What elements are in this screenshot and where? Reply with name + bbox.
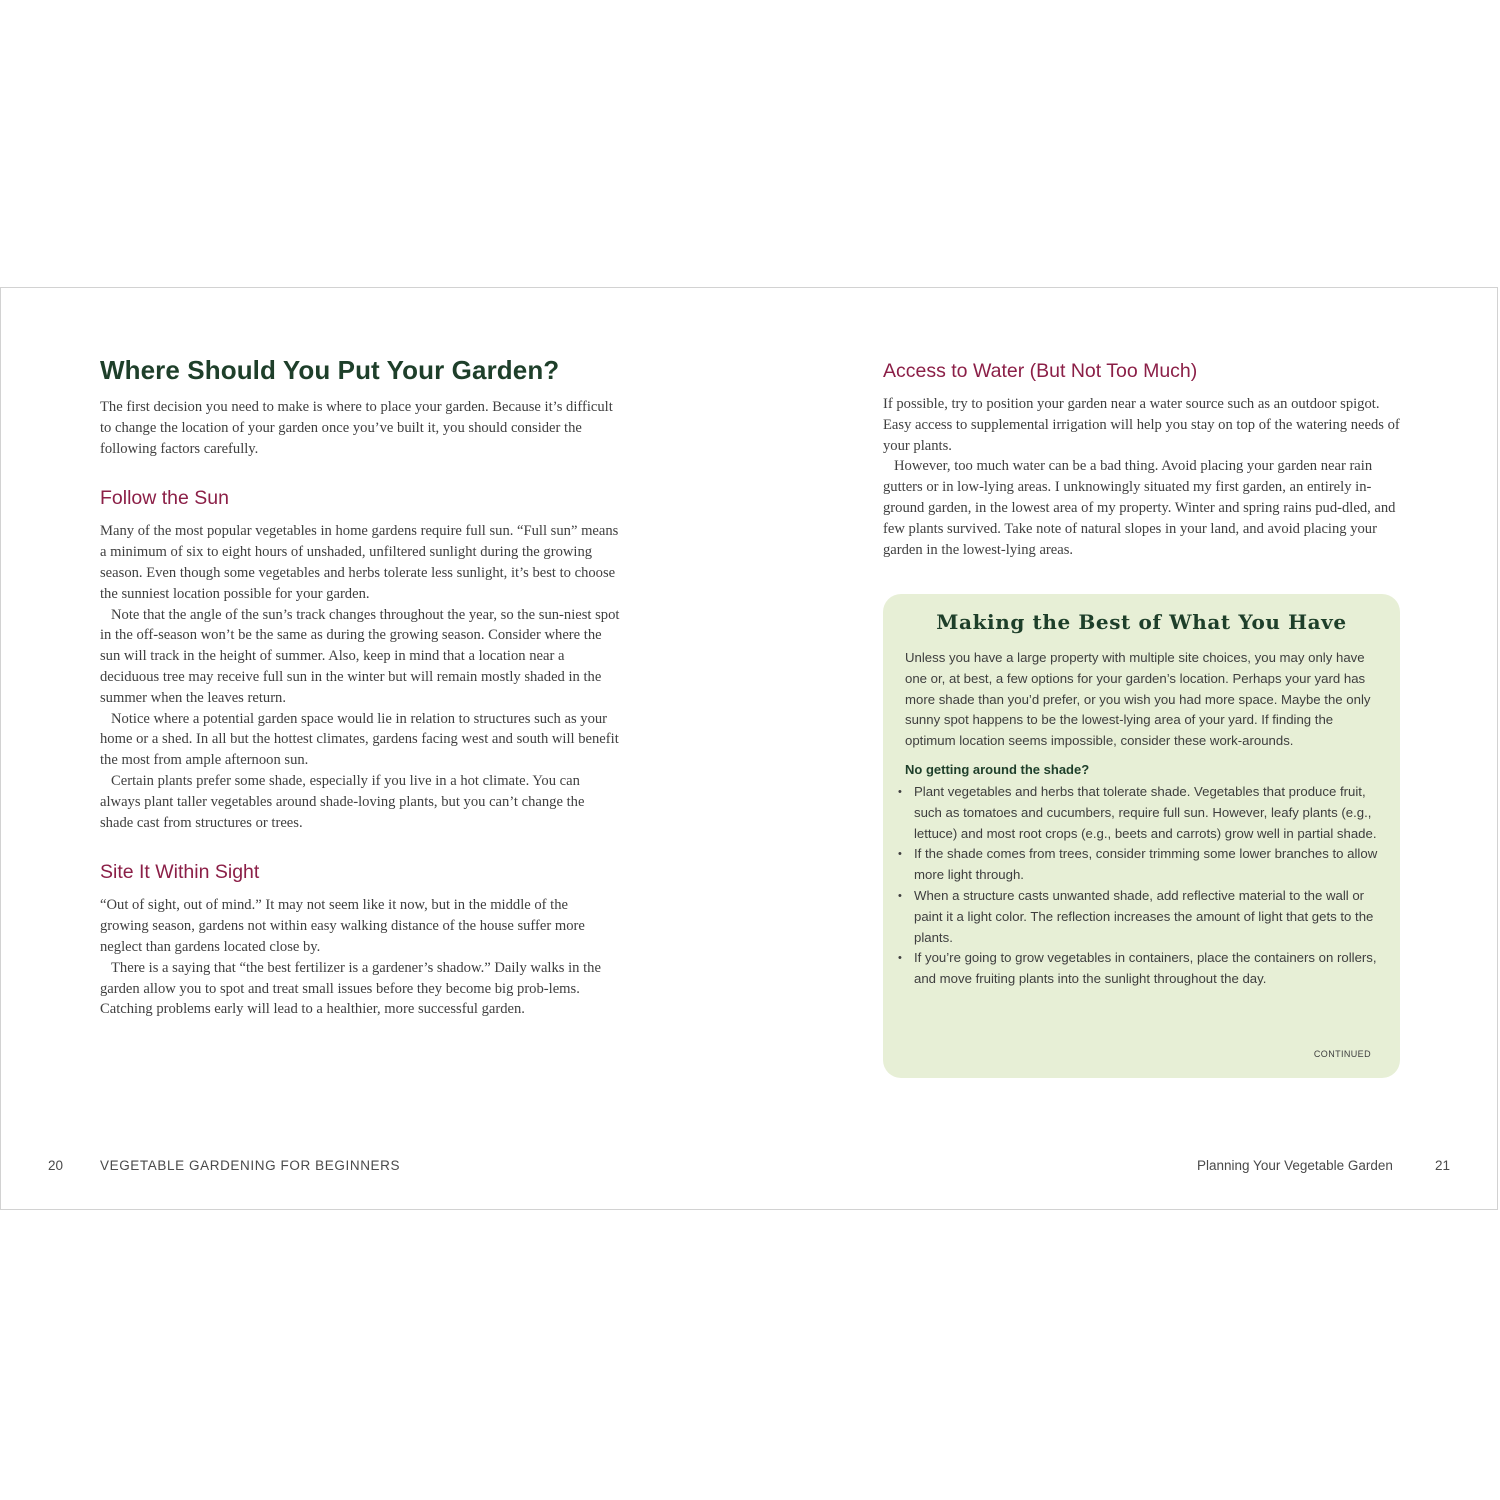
sidebar-subheading: No getting around the shade? bbox=[905, 761, 1090, 777]
list-item bbox=[898, 948, 1378, 990]
list-item-text: If you’re going to grow vegetables in containers, place the containers on rollers, and move fruiting plants into the sunlight throughout the day. bbox=[914, 950, 1377, 987]
continued-label: CONTINUED bbox=[1313, 1049, 1371, 1059]
list-item-text: If the shade comes from trees, consider trimming some lower branches to allow more light through. bbox=[914, 846, 1378, 883]
page-number-right: 21 bbox=[1435, 1158, 1451, 1173]
list-item bbox=[898, 886, 1378, 948]
sidebar-title: Making the Best of What You Have bbox=[936, 610, 1347, 634]
list-item-text: When a structure casts unwanted shade, add reflective material to the wall or paint it a light color. The reflection increases the amount of light that gets to the plants. bbox=[914, 887, 1374, 945]
page-title: Where Should You Put Your Garden? bbox=[100, 355, 560, 385]
body-paragraph: Many of the most popular vegetables in home gardens require full sun. “Full sun” means a minimum of six to eight hours of unshaded, unfiltered sunlight during the growing season. Even though some vegetables and herbs tolerate less sunlight, it’s best to choose the sunniest location possible for your garden. bbox=[100, 523, 619, 602]
sidebar-box bbox=[883, 594, 1400, 1078]
bullet-icon: • bbox=[898, 889, 902, 902]
list-item bbox=[898, 844, 1378, 886]
list-item bbox=[898, 782, 1378, 844]
intro-paragraph: The first decision you need to make is where to place your garden. Because it’s difficult to change the location of your garden once you’ve built it, you should consider the following factors carefully. bbox=[100, 399, 613, 457]
running-title-left: VEGETABLE GARDENING FOR BEGINNERS bbox=[100, 1158, 401, 1173]
book-spread bbox=[0, 287, 1498, 1210]
page-number-left: 20 bbox=[48, 1158, 64, 1173]
left-page bbox=[100, 352, 620, 1020]
body-paragraph: Note that the angle of the sun’s track changes throughout the year, so the sun-niest spot in the off-season won’t be the same as during the growing season. Consider where the sun will track in the height of summer. Also, keep in mind that a location near a deciduous tree may receive full sun in the winter but will remain mostly shaded in the summer when the leaves return. bbox=[100, 606, 620, 706]
body-paragraph: “Out of sight, out of mind.” It may not seem like it now, but in the middle of the growing season, gardens not within easy walking distance of the house suffer more neglect than gardens located close by. bbox=[100, 897, 585, 955]
body-paragraph: However, too much water can be a bad thing. Avoid placing your garden near rain gutters or in low-lying areas. I unknowingly situated my first garden, an entirely in-ground garden, in the lowest area of my property. Winter and spring rains pud-dled, and few plants survived. Take note of natural slopes in your land, and avoid placing your garden in the lowest-lying areas. bbox=[883, 458, 1396, 558]
list-item-text: Plant vegetables and herbs that tolerate shade. Vegetables that produce fruit, such as tomatoes and cucumbers, require full sun. However, leafy plants (e.g., lettuce) and most root crops (e.g., beets and carrots) grow well in partial shade. bbox=[914, 783, 1377, 841]
bullet-icon: • bbox=[898, 952, 902, 965]
sidebar-body: Unless you have a large property with multiple site choices, you may only have one or, at best, a few options for your garden’s location. Perhaps your yard has more shade than you’d prefer, or you wish you had more space. Maybe the only sunny spot happens to be the lowest-lying area of your yard. If finding the optimum location seems impossible, consider these work-arounds. bbox=[905, 650, 1371, 749]
section-heading-follow-the-sun: Follow the Sun bbox=[100, 487, 229, 510]
sidebar-bullet-list bbox=[898, 782, 1378, 990]
section-heading-access-to-water: Access to Water (But Not Too Much) bbox=[883, 360, 1198, 382]
body-paragraph: There is a saying that “the best fertilizer is a gardener’s shadow.” Daily walks in the garden allow you to spot and treat small issues before they become big prob-lems. Catching problems early will lead to a healthier, more successful garden. bbox=[100, 959, 601, 1018]
bullet-icon: • bbox=[898, 785, 902, 798]
body-paragraph: Notice where a potential garden space would lie in relation to structures such as your home or a shed. In all but the hottest climates, gardens facing west and south will benefit the most from ample afternoon sun. bbox=[100, 710, 619, 769]
bullet-icon: • bbox=[898, 848, 902, 861]
right-page bbox=[883, 358, 1403, 560]
section-heading-site-it-within-sight: Site It Within Sight bbox=[100, 861, 260, 884]
running-title-right: Planning Your Vegetable Garden bbox=[1197, 1158, 1393, 1173]
body-paragraph: If possible, try to position your garden near a water source such as an outdoor spigot. Easy access to supplemental irrigation will help you stay on top of the watering needs of your plants. bbox=[883, 396, 1400, 454]
body-paragraph: Certain plants prefer some shade, especially if you live in a hot climate. You can always plant taller vegetables around shade-loving plants, but you can’t change the shade cast from structures or trees. bbox=[100, 772, 585, 831]
